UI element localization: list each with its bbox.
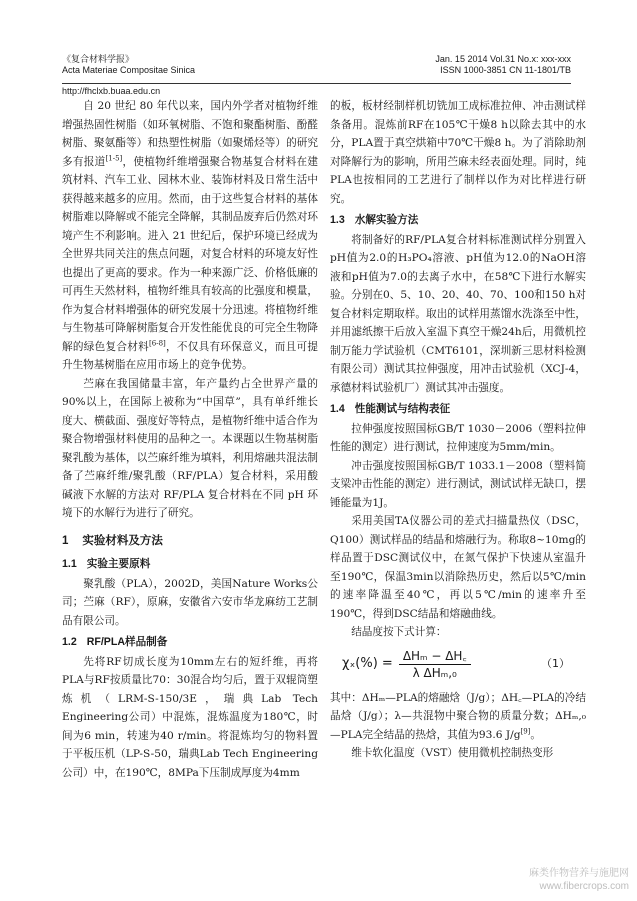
paragraph-vst: 维卡软化温度（VST）使用微机控制热变形 <box>351 747 554 759</box>
paragraph-crystallinity-intro: 结晶度按下式计算： <box>351 626 447 638</box>
section-heading-1-2: 1.2 RF/PLA样品制备 <box>62 636 168 648</box>
paragraph-intro-2: 苎麻在我国储量丰富，年产量约占全世界产量的 90%以上，在国际上被称为“中国草”，具有单纤维长度大、横截面、强度好等特点，是植物纤维中适合作为聚合物增强材料使用的品种之一。本课题以生物基树脂聚乳酸为基体，以苎麻纤维为填料，利用熔融共混法制备了苎麻纤维/聚乳酸（RF/PLA）复合材料，采用酸碱液下水解的方法对 RF/PLA 复合材料在不同 pH 环境下的水解行为进行了研究。 <box>62 377 318 519</box>
journal-title-en: Acta Materiae Compositae Sinica <box>62 65 196 75</box>
journal-title-cn: 《复合材料学报》 <box>62 54 135 64</box>
right-column <box>330 97 586 763</box>
equation-denominator: λ ΔHₘ,₀ <box>412 665 457 680</box>
issn-line: ISSN 1000-3851 CN 11-1801/TB <box>440 65 571 75</box>
citation: [1-5] <box>105 153 123 162</box>
equation-numerator: ΔHₘ − ΔH꜀ <box>399 648 471 665</box>
equation-number: （1） <box>541 656 570 670</box>
section-heading-1-3: 1.3 水解实验方法 <box>330 214 419 226</box>
paragraph-impact: 冲击强度按照国标GB/T 1033.1－2008（塑料简支梁冲击性能的测定）进行测试，测试试样无缺口，摆锤能量为1J。 <box>330 459 586 509</box>
header-journal <box>62 54 195 76</box>
header-rule <box>62 83 571 84</box>
paragraph-hydrolysis: 将制备好的RF/PLA复合材料标准测试样分别置入pH值为2.0的H₃PO₄溶液、pH值为12.0的NaOH溶液和pH值为7.0的去离子水中，在58℃下进行水解实验。分别在0、5、10、20、40、70、100和150 h对复合材料定期取样。取出的试样用蒸馏水洗涤至中性，并用滤纸擦干后放入室温下真空干燥24h后，用微机控制万能力学试验机（CMT6101，深圳新三思材料检测有限公司）测试其拉伸强度，用冲击试验机（XCJ-4，承德材料试验机厂）测试其冲击强度。 <box>330 233 586 394</box>
paragraph-symbols: 其中：ΔHₘ—PLA的熔融焓（J/g）；ΔH꜀—PLA的冷结晶焓（J/g）；λ—共混物中聚合物的质量分数；ΔHₘ,₀—PLA完全结晶的热焓，其值为93.6 J/g[9]。 <box>330 691 586 741</box>
watermark <box>529 867 629 893</box>
watermark-line-1: 麻类作物营养与施肥网 <box>529 868 629 879</box>
section-heading-1-4: 1.4 性能测试与结构表征 <box>330 403 451 415</box>
citation: [6-8] <box>149 338 166 347</box>
journal-url[interactable]: http://fhclxb.buaa.edu.cn <box>62 86 161 96</box>
equation-lhs: χₓ(%) = <box>342 655 393 671</box>
left-column <box>62 97 318 782</box>
equation-crystallinity <box>330 648 586 681</box>
citation: [9] <box>520 726 531 735</box>
paragraph-dsc: 采用美国TA仪器公司的差式扫描量热仪（DSC，Q100）测试样品的结晶和熔融行为。称取8~10mg的样品置于DSC测试仪中，在氮气保护下快速从室温升至190℃，保温3min以消除热历史，然后以5℃/min的速率降温至40℃，再以5℃/min的速率升至190℃，得到DSC结晶和熔融曲线。 <box>330 515 586 620</box>
header-issue-info <box>435 54 571 76</box>
section-heading-1: 1 实验材料及方法 <box>62 534 163 547</box>
paragraph-sample-prep-cont: 的板，板材经制样机切铣加工成标准拉伸、冲击测试样条备用。混炼前RF在105℃干燥8 h以除去其中的水分，PLA置于真空烘箱中70℃干燥8 h。为了消除助剂对降解行为的影响，所用苎麻未经表面处理。同时，纯PLA也按相同的工艺进行了制样以作为对比样进行研究。 <box>330 100 586 205</box>
paragraph-tensile: 拉伸强度按照国标GB/T 1030－2006（塑料拉伸性能的测定）进行测试，拉伸速度为5mm/min。 <box>330 422 586 453</box>
section-heading-1-1: 1.1 实验主要原料 <box>62 558 151 570</box>
paragraph-materials: 聚乳酸（PLA），2002D，美国Nature Works公司；苎麻（RF），原麻，安徽省六安市华龙麻纺工艺制品有限公司。 <box>62 577 318 627</box>
watermark-line-2: www.fibercrops.com <box>539 881 629 892</box>
equation-fraction <box>399 648 471 681</box>
issue-line: Jan. 15 2014 Vol.31 No.x: xxx-xxx <box>435 54 571 64</box>
paragraph-sample-prep: 先将RF切成长度为10mm左右的短纤维，再将PLA与RF按质量比70：30混合均匀后，置于双辊筒塑炼机（LRM-S-150/3E，瑞典Lab Tech Engineering公司）中混炼，混炼温度为180℃，时间为6 min，转速为40 r/min。将混炼均匀的物料置于平板压机（LP-S-50，瑞典Lab Tech Engineering公司）中，在190℃，8MPa下压制成厚度为4mm <box>62 655 318 779</box>
paragraph-intro-1: 自 20 世纪 80 年代以来，国内外学者对植物纤维增强热固性树脂（如环氧树脂、不饱和聚酯树脂、酚醛树脂、聚氨酯等）和热塑性树脂（如聚烯烃等）的研究多有报道[1-5]，使植物纤维增强聚合物基复合材料在建筑材料、汽车工业、园林木业、装饰材料及日常生活中获得越来越多的应用。然而，由于这些复合材料的基体树脂难以降解或不能完全降解，其制品废弃后仍然对环境产生不利影响。进入 21 世纪后，保护环境已经成为全世界共同关注的焦点问题，对复合材料的环境友好性也提出了更高的要求。作为一种来源广泛、价格低廉的可再生天然材料，植物纤维具有较高的比强度和模量，作为复合材料增强体的研究发展十分迅速。将植物纤维与生物基可降解树脂复合开发性能优良的可完全生物降解的绿色复合材料[6-8]，不仅具有环保意义，而且可提升生物基树脂在应用市场上的竞争优势。 <box>62 100 319 371</box>
